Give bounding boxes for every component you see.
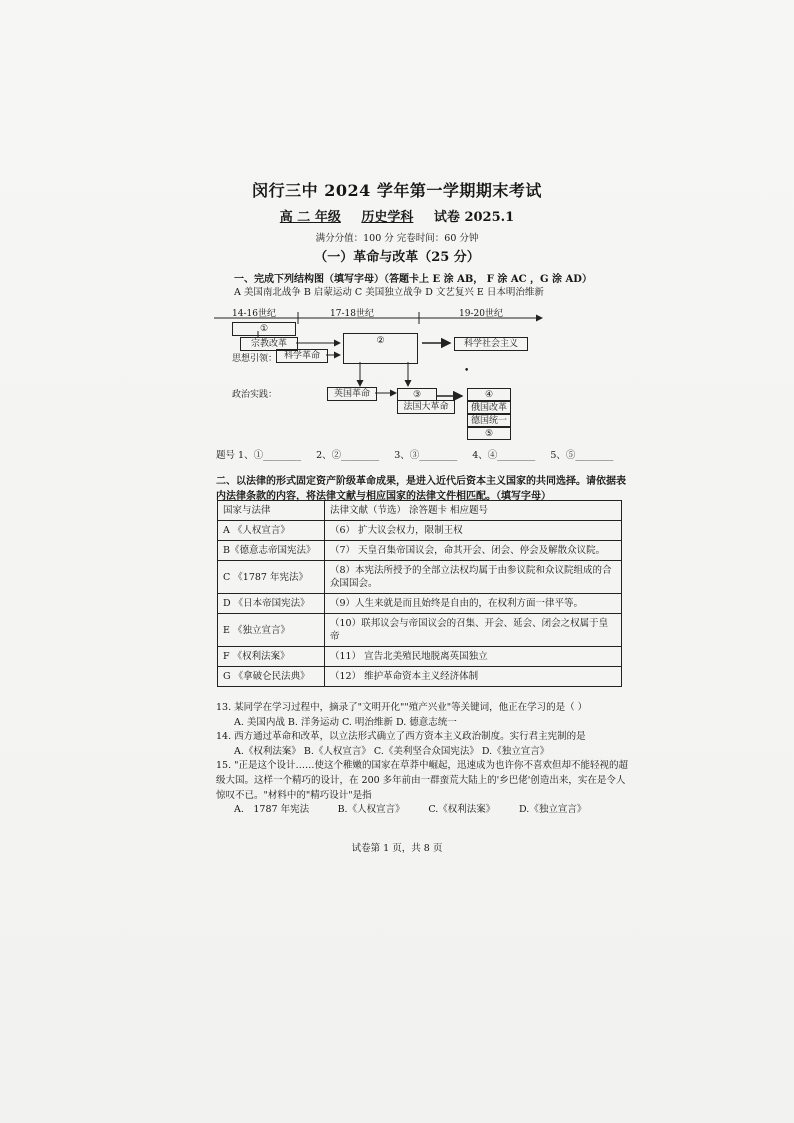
table-row [218, 561, 622, 594]
law-excerpt: （11） 宣告北美殖民地脱离英国独立 [325, 647, 622, 667]
question-13-stem: 13. 某同学在学习过程中，摘录了"文明开化""殖产兴业"等关键词，他正在学习的是（ ） [216, 702, 588, 713]
law-name: B《德意志帝国宪法》 [218, 541, 325, 561]
exam-title: 闵行三中 2024 学年第一学期期末考试 [252, 181, 542, 200]
law-excerpt: （9）人生来就是而且始终是自由的，在权利方面一律平等。 [325, 594, 622, 614]
law-name: D 《日本帝国宪法》 [218, 594, 325, 614]
blank-5: 5、⑤________ [550, 450, 614, 461]
germany-box: 德国统一 [467, 414, 511, 427]
table-row [218, 667, 622, 687]
law-name: A 《人权宣言》 [218, 521, 325, 541]
period-2: 17-18世纪 [330, 309, 374, 319]
law-matching-table [217, 500, 622, 687]
period-1: 14-16世纪 [232, 309, 276, 319]
blank-2: 2、②________ [316, 450, 380, 461]
stray-dot: • [464, 366, 470, 376]
law-excerpt: （7） 天皇召集帝国议会，命其开会、闭会、停会及解散众议院。 [325, 541, 622, 561]
grade: 高 二 年级 [279, 210, 341, 225]
russia-box: 俄国改革 [467, 401, 511, 414]
politics-label: 政治实践： [232, 390, 278, 400]
table-header-cell: 法律文献（节选） 涂答题卡 相应题号 [325, 501, 622, 521]
law-excerpt: （8）本宪法所授予的全部立法权均属于由参议院和众议院组成的合众国国会。 [325, 561, 622, 594]
subject: 历史学科 [361, 210, 414, 225]
table-header-row [218, 501, 622, 521]
blank-box-2: ② [343, 333, 418, 364]
table-row [218, 594, 622, 614]
law-name: E 《独立宣言》 [218, 614, 325, 647]
section-heading: （一）革命与改革（25 分） [314, 250, 480, 265]
blank-1: 题号 1、①________ [216, 450, 302, 461]
table-row [218, 614, 622, 647]
sci-rev-box: 科学革命 [276, 349, 328, 363]
table-row [218, 521, 622, 541]
law-name: G 《拿破仑民法典》 [218, 667, 325, 687]
socialism-box: 科学社会主义 [454, 337, 528, 351]
blank-box-4: ④ [467, 388, 511, 401]
law-excerpt: （12） 维护革命资本主义经济体制 [325, 667, 622, 687]
question-15-options: A. 1787 年宪法 B.《人权宣言》 C.《权利法案》 D.《独立宣言》 [234, 804, 587, 815]
french-rev-box: 法国大革命 [397, 400, 455, 414]
question-1-prompt: 一、完成下列结构图（填写字母）（答题卡上 E 涂 AB， F 涂 AC ，G 涂 AD） [234, 274, 592, 285]
question-2-prompt: 二、以法律的形式固定资产阶级革命成果，是进入近代后资本主义国家的共同选择。请依据表内法律条款的内容，将法律文献与相应国家的法律文件相匹配。（填写字母） [216, 476, 626, 502]
question-15-stem: 15. "正是这个设计……使这个稚嫩的国家在草莽中崛起，迅速成为也许你不喜欢但却不能轻视的超级大国。这样一个精巧的设计，在 200 多年前由一群蛮荒大陆上的'乡巴佬'创造出来，实在是令人惊叹不已。"材料中的"精巧设计"是指 [216, 760, 628, 801]
law-name: F 《权利法案》 [218, 647, 325, 667]
blank-4: 4、④________ [472, 450, 536, 461]
law-name: C 《1787 年宪法》 [218, 561, 325, 594]
reform-box: 宗教改革 [240, 337, 298, 351]
table-row [218, 541, 622, 561]
page-footer: 试卷第 1 页，共 8 页 [351, 843, 443, 854]
question-13-options: A. 美国内战 B. 洋务运动 C. 明治维新 D. 德意志统一 [234, 717, 457, 728]
blank-box-1: ① [232, 322, 296, 336]
exam-meta: 满分分值：100 分 完卷时间：60 分钟 [315, 233, 479, 244]
english-rev-box: 英国革命 [327, 387, 377, 401]
thought-label: 思想引领： [232, 354, 278, 364]
period-3: 19-20世纪 [459, 309, 503, 319]
question-14-stem: 14. 西方通过革命和改革，以立法形式确立了西方资本主义政治制度。实行君主宪制的是 [216, 731, 586, 742]
question-1-answer-blanks [216, 447, 625, 461]
blank-box-3: ③ [397, 388, 437, 401]
table-header-cell: 国家与法律 [218, 501, 325, 521]
blank-3: 3、③________ [394, 450, 458, 461]
question-14-options: A.《权利法案》 B.《人权宣言》 C.《美利坚合众国宪法》 D.《独立宣言》 [234, 746, 550, 757]
table-row [218, 647, 622, 667]
law-excerpt: （6） 扩大议会权力，限制王权 [325, 521, 622, 541]
question-1-options: A 美国南北战争 B 启蒙运动 C 美国独立战争 D 文艺复兴 E 日本明治维新 [234, 287, 544, 298]
paper-date: 试卷 2025.1 [433, 210, 515, 225]
law-excerpt: （10）联邦议会与帝国议会的召集、开会、延会、闭会之权属于皇帝 [325, 614, 622, 647]
exam-subtitle [0, 206, 794, 225]
blank-box-5: ⑤ [467, 427, 511, 440]
